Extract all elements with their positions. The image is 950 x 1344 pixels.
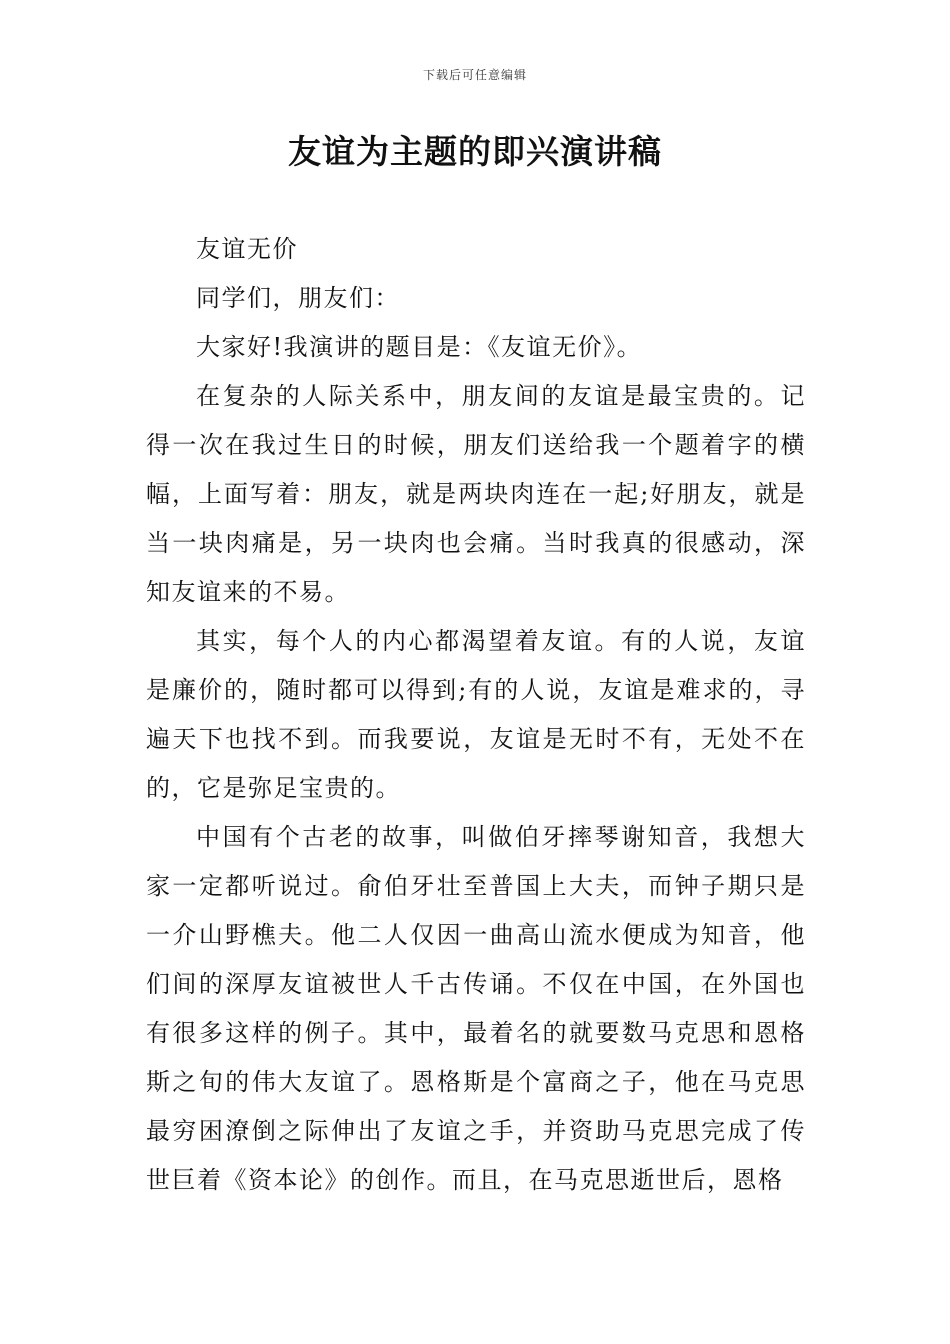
paragraph-body-2: 其实，每个人的内心都渴望着友谊。有的人说，友谊是廉价的，随时都可以得到;有的人说，友谊是难求的，寻遍天下也找不到。而我要说，友谊是无时不有，无处不在的，它是弥足宝贵的。 [146, 627, 806, 802]
paragraph-subtitle: 友谊无价 [196, 235, 298, 263]
paragraph-greeting: 大家好!我演讲的题目是：《友谊无价》。 [196, 333, 643, 361]
paragraph-body-3: 中国有个古老的故事，叫做伯牙摔琴谢知音，我想大家一定都听说过。俞伯牙壮至普国上大夫，而钟子期只是一介山野樵夫。他二人仅因一曲高山流水便成为知音，他们间的深厚友谊被世人千古传诵。不仅在中国，在外国也有很多这样的例子。其中，最着名的就要数马克思和恩格斯之旬的伟大友谊了。恩格斯是个富商之子，他在马克思最穷困潦倒之际伸出了友谊之手，并资助马克思完成了传世巨着《资本论》的创作。而且，在马克思逝世后，恩格 [146, 823, 806, 1194]
document-title: 友谊为主题的即兴演讲稿 [288, 132, 662, 171]
paragraph-body-1: 在复杂的人际关系中，朋友间的友谊是最宝贵的。记得一次在我过生日的时候，朋友们送给我一个题着字的横幅，上面写着：朋友，就是两块肉连在一起;好朋友，就是当一块肉痛是，另一块肉也会痛。当时我真的很感动，深知友谊来的不易。 [146, 382, 806, 606]
document-body [146, 225, 806, 1205]
header-note: 下载后可任意编辑 [422, 68, 527, 82]
paragraph-salutation: 同学们，朋友们： [196, 284, 400, 312]
